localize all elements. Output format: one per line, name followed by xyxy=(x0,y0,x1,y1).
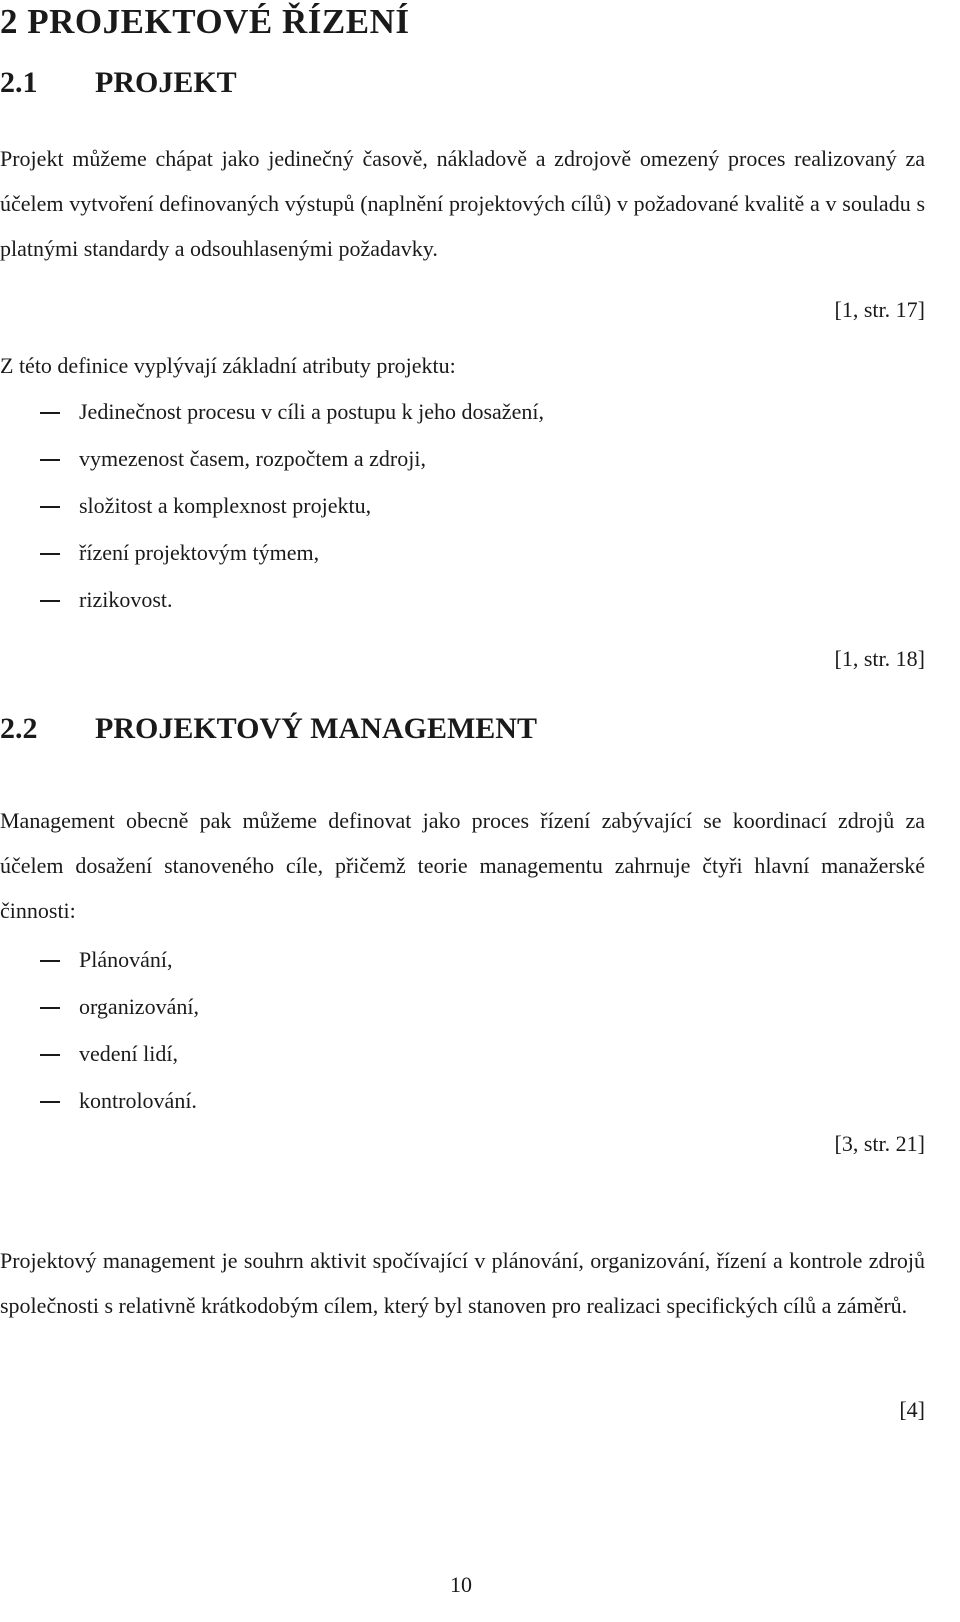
list-item: rizikovost. xyxy=(0,586,900,633)
page-number: 10 xyxy=(450,1572,472,1597)
section-number: 2.2 xyxy=(0,712,38,745)
citation: [1, str. 18] xyxy=(834,646,925,671)
chapter-heading: 2 PROJEKTOVÉ ŘÍZENÍ xyxy=(0,2,410,41)
dash-icon xyxy=(40,1101,60,1103)
activities-list xyxy=(0,946,900,1134)
list-item: organizování, xyxy=(0,993,900,1040)
list-item: vymezenost časem, rozpočtem a zdroji, xyxy=(0,445,900,492)
list-item: Jedinečnost procesu v cíli a postupu k jeho dosažení, xyxy=(0,398,900,445)
dash-icon xyxy=(40,506,60,508)
definition-paragraph: Projekt můžeme chápat jako jedinečný časově, nákladově a zdrojově omezený proces realizovaný za účelem vytvoření definovaných výstupů (naplnění projektových cílů) v požadované kvalitě a v souladu s platnými standardy a odsouhlasenými požadavky. xyxy=(0,146,925,261)
section-title: PROJEKTOVÝ MANAGEMENT xyxy=(95,712,537,745)
attributes-list xyxy=(0,398,900,633)
dash-icon xyxy=(40,960,60,962)
dash-icon xyxy=(40,553,60,555)
citation: [3, str. 21] xyxy=(834,1131,925,1156)
dash-icon xyxy=(40,459,60,461)
dash-icon xyxy=(40,1007,60,1009)
attributes-intro: Z této definice vyplývají základní atributy projektu: xyxy=(0,353,456,378)
list-item: kontrolování. xyxy=(0,1087,900,1134)
section-number: 2.1 xyxy=(0,66,38,99)
list-item: Plánování, xyxy=(0,946,900,993)
management-paragraph: Management obecně pak můžeme definovat jako proces řízení zabývající se koordinací zdrojů za účelem dosažení stanoveného cíle, přičemž teorie managementu zahrnuje čtyři hlavní manažerské činnosti: xyxy=(0,808,925,923)
section-title: PROJEKT xyxy=(95,66,237,99)
dash-icon xyxy=(40,1054,60,1056)
list-item: složitost a komplexnost projektu, xyxy=(0,492,900,539)
section-heading-2-2 xyxy=(0,712,537,746)
citation: [1, str. 17] xyxy=(834,297,925,322)
project-management-paragraph: Projektový management je souhrn aktivit spočívající v plánování, organizování, řízení a kontrole zdrojů společnosti s relativně krátkodobým cílem, který byl stanoven pro realizaci specifických cílů a záměrů. xyxy=(0,1248,925,1318)
list-item: řízení projektovým týmem, xyxy=(0,539,900,586)
list-item: vedení lidí, xyxy=(0,1040,900,1087)
citation: [4] xyxy=(899,1397,925,1422)
dash-icon xyxy=(40,412,60,414)
section-heading-2-1 xyxy=(0,66,237,100)
dash-icon xyxy=(40,600,60,602)
